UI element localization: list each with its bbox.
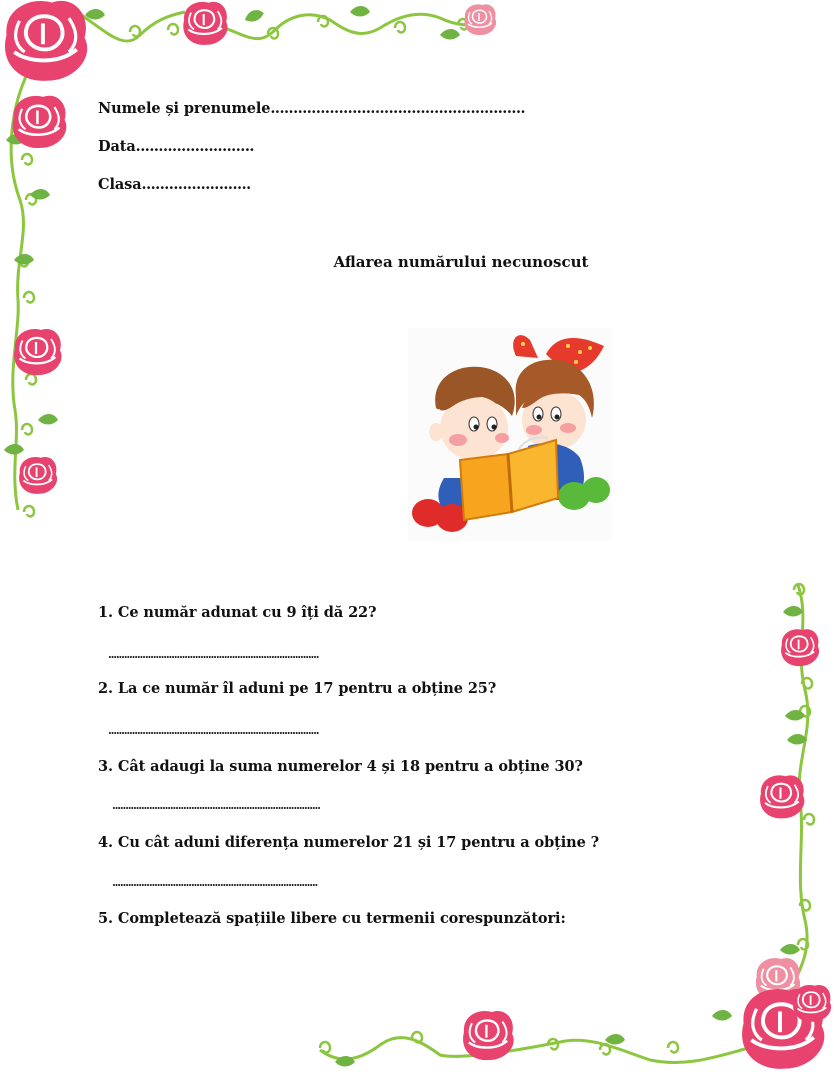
class-field-label: Clasa	[98, 176, 142, 193]
rose-icon	[13, 96, 67, 148]
rose-icon	[760, 775, 804, 818]
children-reading-icon	[408, 328, 612, 541]
rose-icon	[19, 457, 57, 494]
rose-icon	[464, 4, 496, 35]
answer-line-3[interactable]: ...............................................................................	[112, 799, 320, 812]
date-field-dots: ..........................	[135, 138, 254, 155]
rose-icon	[183, 2, 227, 45]
class-field-dots: ........................	[141, 176, 251, 193]
name-field-label: Numele și prenumele	[98, 100, 271, 117]
rose-icon	[793, 985, 831, 1022]
bottom-vine	[320, 1010, 760, 1067]
date-field-label: Data	[98, 138, 136, 155]
rose-icon	[14, 329, 61, 375]
class-field[interactable]	[98, 176, 251, 193]
question-5: 5. Completează spațiile libere cu termenii corespunzători:	[98, 910, 566, 927]
answer-line-2[interactable]: ................................................................................	[108, 724, 319, 737]
rose-icon	[463, 1011, 514, 1060]
name-field[interactable]	[98, 100, 525, 117]
date-field[interactable]	[98, 138, 254, 155]
question-2: 2. La ce număr îl aduni pe 17 pentru a obține 25?	[98, 680, 497, 697]
top-vine	[80, 6, 490, 41]
name-field-dots: ........................................................	[270, 100, 526, 117]
answer-line-1[interactable]: ................................................................................	[108, 648, 319, 661]
worksheet-title: Aflarea numărului necunoscut	[333, 253, 589, 271]
rose-icon	[5, 1, 87, 81]
rose-icon	[781, 629, 819, 666]
answer-line-4[interactable]: ..............................................................................	[112, 876, 318, 889]
question-1: 1. Ce număr adunat cu 9 îți dă 22?	[98, 604, 377, 621]
question-3: 3. Cât adaugi la suma numerelor 4 și 18 pentru a obține 30?	[98, 758, 583, 775]
question-4: 4. Cu cât aduni diferența numerelor 21 și 17 pentru a obține ?	[98, 834, 600, 851]
